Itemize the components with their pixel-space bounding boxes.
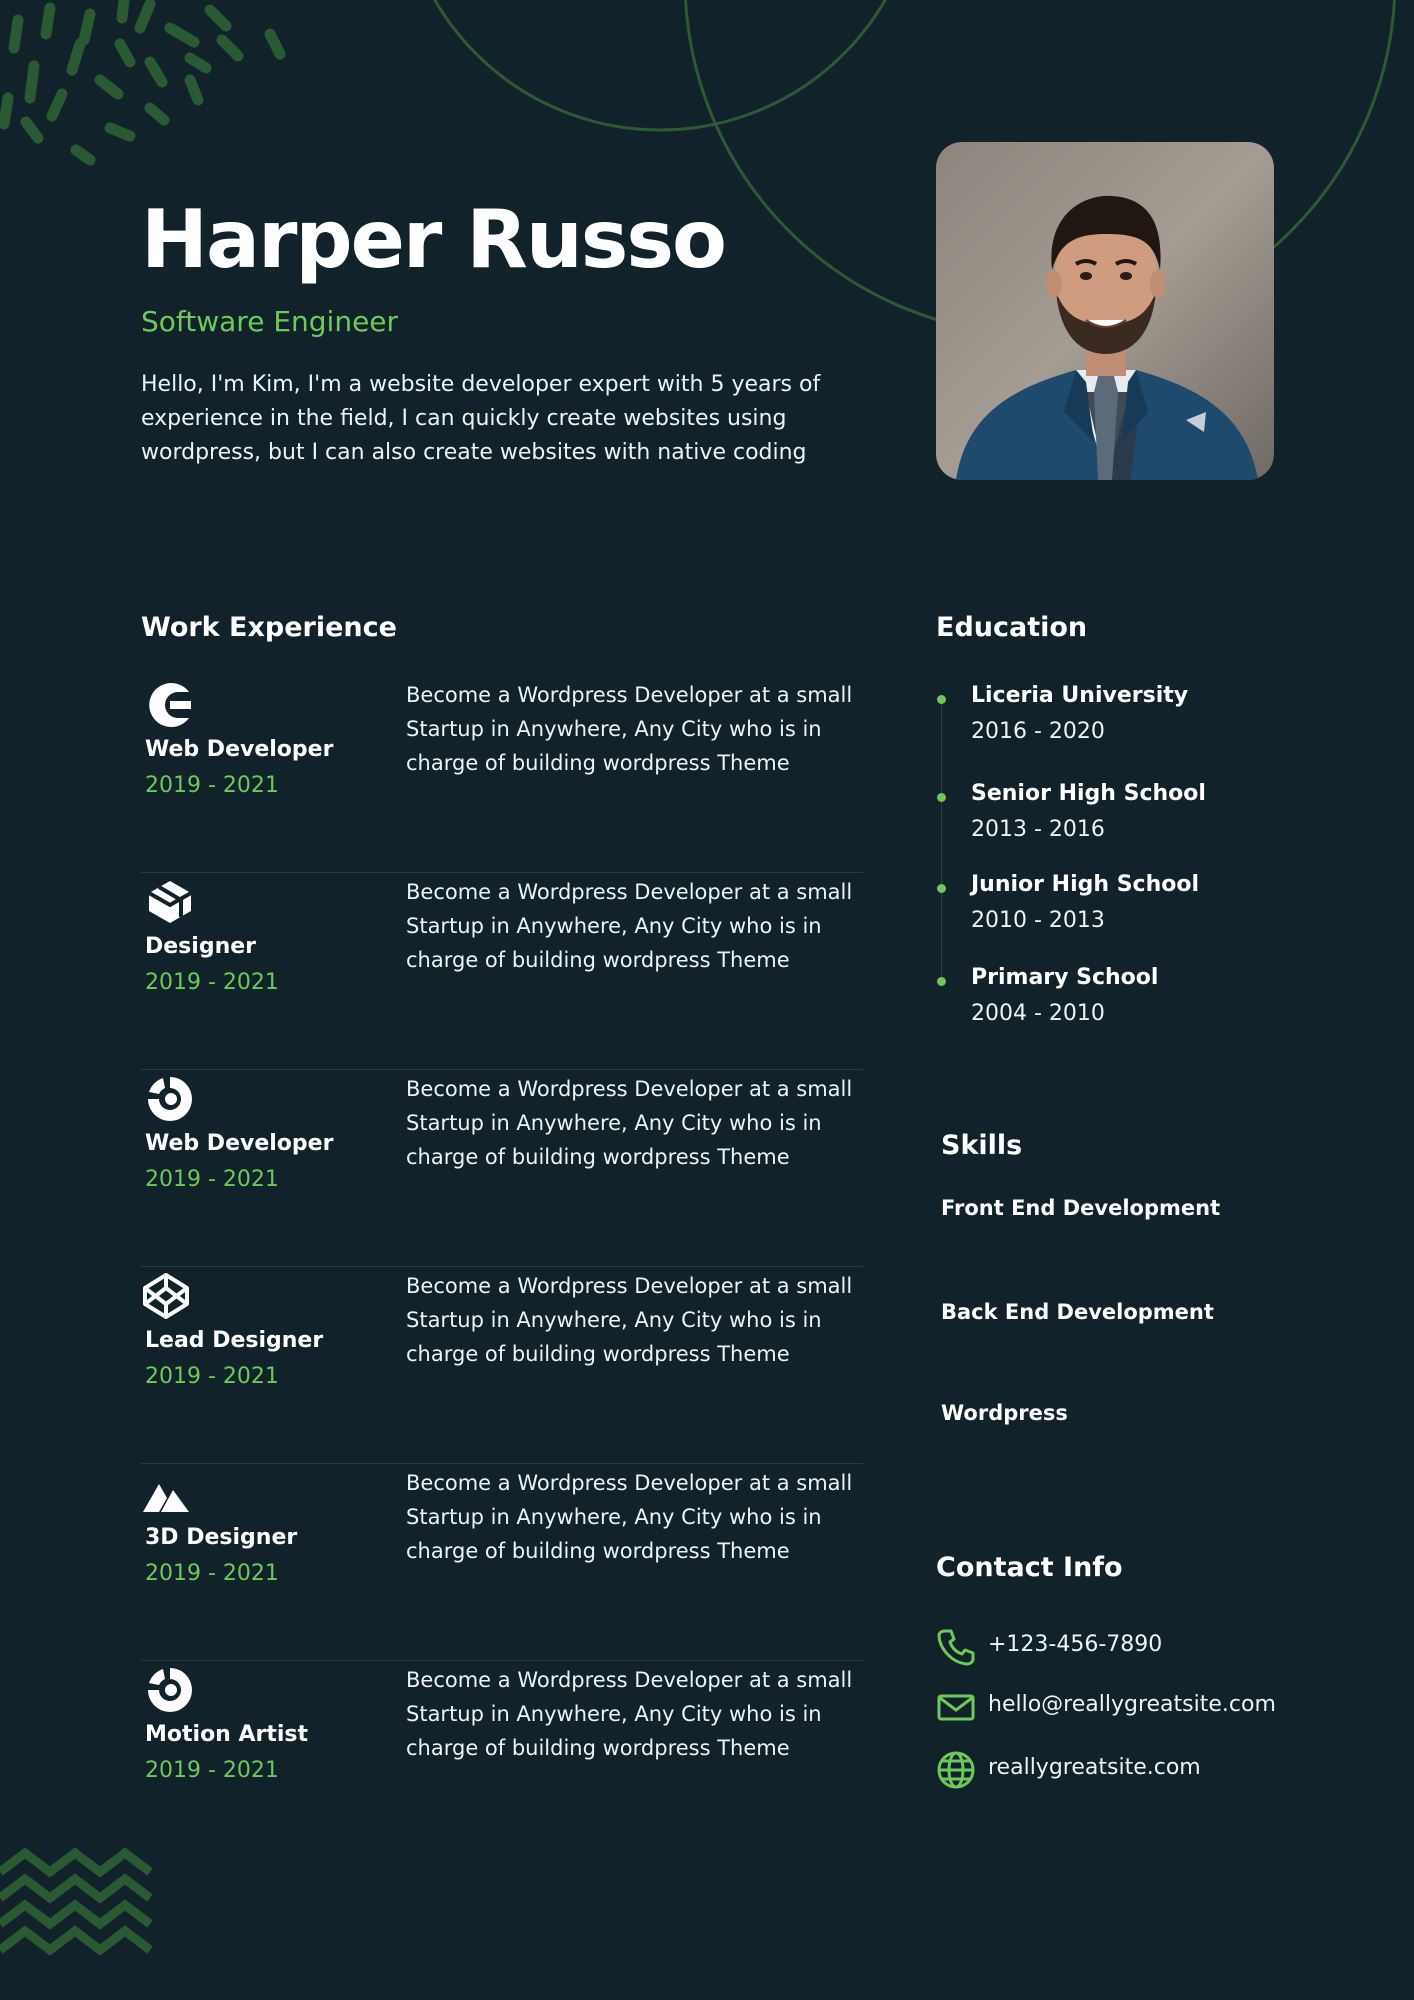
work-item [141, 873, 863, 1070]
work-item [141, 1464, 863, 1661]
work-years: 2019 - 2021 [145, 1561, 279, 1586]
skill-item: Wordpress [941, 1401, 1068, 1425]
ring-logo-icon [145, 1074, 195, 1124]
work-description: Become a Wordpress Developer at a small Startup in Anywhere, Any City who is in charge of building wordpress Theme [406, 1274, 853, 1366]
school-name: Junior High School [971, 872, 1200, 897]
mail-icon [936, 1687, 976, 1727]
work-years: 2019 - 2021 [145, 970, 279, 995]
timeline-dot [937, 793, 946, 802]
school-years: 2010 - 2013 [971, 908, 1105, 933]
work-title: Motion Artist [145, 1722, 309, 1747]
intro-text: Hello, I'm Kim, I'm a website developer expert with 5 years of experience in the field, I can quickly create websites using wordpress, but I can also create websites with native coding [141, 372, 821, 465]
work-description: Become a Wordpress Developer at a small Startup in Anywhere, Any City who is in charge of building wordpress Theme [406, 880, 853, 972]
zigzag-pattern [0, 1853, 150, 1950]
work-description: Become a Wordpress Developer at a small Startup in Anywhere, Any City who is in charge of building wordpress Theme [406, 1077, 853, 1169]
skill-item: Front End Development [941, 1196, 1221, 1220]
work-item [141, 676, 863, 873]
globe-icon [936, 1750, 976, 1790]
job-title: Software Engineer [141, 305, 399, 338]
profile-photo [936, 142, 1274, 480]
education-title: Education [936, 612, 1088, 643]
email-address: hello@reallygreatsite.com [988, 1692, 1276, 1717]
phone-number: +123-456-7890 [988, 1632, 1163, 1657]
phone-icon [936, 1627, 976, 1667]
school-name: Senior High School [971, 781, 1206, 806]
skill-item: Back End Development [941, 1300, 1214, 1324]
contact-title: Contact Info [936, 1552, 1123, 1583]
timeline-dot [937, 977, 946, 986]
school-years: 2016 - 2020 [971, 719, 1105, 744]
work-years: 2019 - 2021 [145, 773, 279, 798]
work-title: Web Developer [145, 1131, 334, 1156]
work-years: 2019 - 2021 [145, 1167, 279, 1192]
work-title: Web Developer [145, 737, 334, 762]
work-description: Become a Wordpress Developer at a small Startup in Anywhere, Any City who is in charge of building wordpress Theme [406, 1668, 853, 1760]
work-title: 3D Designer [145, 1525, 298, 1550]
school-years: 2004 - 2010 [971, 1001, 1105, 1026]
work-experience-title: Work Experience [141, 612, 397, 643]
g-logo-icon [145, 680, 195, 730]
work-title: Designer [145, 934, 256, 959]
skills-title: Skills [941, 1130, 1023, 1161]
work-item [141, 1070, 863, 1267]
peaks-logo-icon [141, 1468, 191, 1518]
candidate-name: Harper Russo [141, 193, 725, 286]
dash-pattern [4, 0, 280, 160]
school-name: Liceria University [971, 683, 1189, 708]
work-title: Lead Designer [145, 1328, 324, 1353]
codepen-logo-icon [141, 1271, 191, 1321]
work-years: 2019 - 2021 [145, 1364, 279, 1389]
school-years: 2013 - 2016 [971, 817, 1105, 842]
work-item [141, 1661, 863, 1858]
cube-logo-icon [145, 877, 195, 927]
website-url: reallygreatsite.com [988, 1755, 1201, 1780]
work-description: Become a Wordpress Developer at a small Startup in Anywhere, Any City who is in charge of building wordpress Theme [406, 1471, 853, 1563]
work-years: 2019 - 2021 [145, 1758, 279, 1783]
timeline-line [941, 700, 942, 982]
timeline-dot [937, 884, 946, 893]
school-name: Primary School [971, 965, 1159, 990]
ring-logo-icon [145, 1665, 195, 1715]
timeline-dot [937, 695, 946, 704]
work-description: Become a Wordpress Developer at a small Startup in Anywhere, Any City who is in charge of building wordpress Theme [406, 683, 853, 775]
work-item [141, 1267, 863, 1464]
